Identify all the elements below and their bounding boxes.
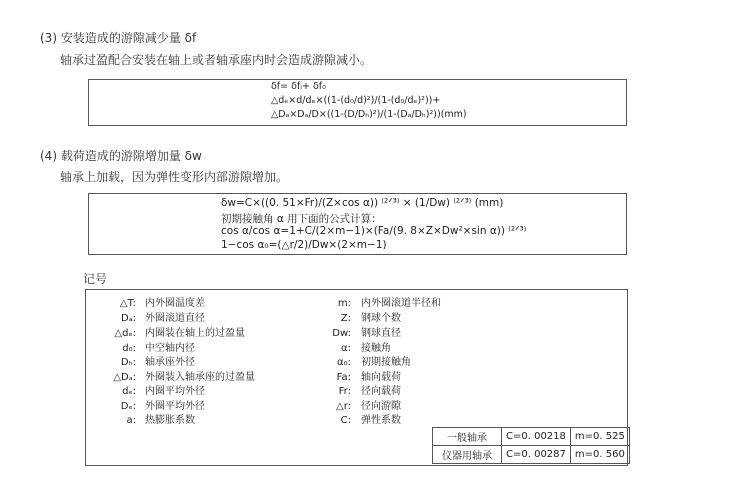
legend-symbol: m: xyxy=(337,298,351,309)
section3-formula-line: △Dₐ×Dₐ/D×((1-(D/Dₕ)²)/(1-(Dₐ/Dₕ)²))(mm) xyxy=(271,109,467,120)
legend-symbol: Z: xyxy=(340,313,351,324)
section4-title: (4) 载荷造成的游隙增加量 δw xyxy=(40,149,202,163)
table-row xyxy=(433,446,630,464)
legend-symbol: △Dₐ: xyxy=(113,372,136,383)
legend-desc: 热膨胀系数 xyxy=(145,415,195,426)
legend-title: 记号 xyxy=(83,272,108,286)
legend-symbol: α₀: xyxy=(337,357,351,368)
legend-desc: 弹性系数 xyxy=(361,415,401,426)
legend-symbol: a: xyxy=(126,415,136,426)
legend-desc: 外圈装入轴承座的过盈量 xyxy=(145,372,255,383)
legend-desc: 接触角 xyxy=(361,343,391,354)
legend-desc: 钢球直径 xyxy=(361,328,401,339)
table-cell-m: m=0. 525 xyxy=(570,428,629,446)
legend-symbol: △T: xyxy=(119,298,136,309)
section4-formula-line: δw=C×((0. 51×Fr)/(Z×cos α)) ⁽²ᐟ³⁾ × (1/Dw) ⁽²ᐟ³⁾ (mm) xyxy=(221,197,504,209)
section4-description: 轴承上加载，因为弹性变形内部游隙增加。 xyxy=(60,170,289,184)
table-cell-label: 一般轴承 xyxy=(433,428,502,446)
table-cell-c: C=0. 00218 xyxy=(502,428,571,446)
legend-symbol: Dₐ: xyxy=(121,313,136,324)
legend-symbol: Dₑ: xyxy=(120,401,136,412)
legend-desc: 轴向载荷 xyxy=(361,372,401,383)
legend-symbol: d₀: xyxy=(122,343,136,354)
legend-desc: 内外圈滚道半径和 xyxy=(361,298,441,309)
section3-formula-line: δf= δfᵢ+ δf₀ xyxy=(271,81,326,92)
legend-desc: 轴承座外径 xyxy=(145,357,195,368)
legend-desc: 初期接触角 xyxy=(361,357,411,368)
section4-formula-line: 初期接触角 α 用下面的公式计算： xyxy=(221,213,382,225)
section3-formula-box xyxy=(88,79,627,126)
table-cell-label: 仪器用轴承 xyxy=(433,446,502,464)
legend-symbol: dₑ: xyxy=(122,386,136,397)
legend-symbol: C: xyxy=(340,415,351,426)
section4-formula-line: cos α/cos α=1+C/(2×m−1)×(Fa/(9. 8×Z×Dw²×sin α)) ⁽²ᐟ³⁾ xyxy=(221,225,527,237)
legend-symbol: Fa: xyxy=(336,372,351,383)
section3-formula-line: △dₑ×d/dₑ×((1-(d₀/d)²)/(1-(d₀/dₑ)²))+ xyxy=(271,95,441,106)
legend-symbol: Dw: xyxy=(332,328,351,339)
legend-symbol: Dₕ: xyxy=(120,357,136,368)
legend-desc: 钢球个数 xyxy=(361,313,401,324)
section4-formula-line: 1−cos α₀=(△r/2)/Dw×(2×m−1) xyxy=(221,239,387,251)
legend-desc: 内圈平均外径 xyxy=(145,386,205,397)
coefficient-table xyxy=(432,427,630,464)
legend-symbol: △dₑ: xyxy=(114,328,136,339)
section4-formula-box xyxy=(88,193,627,255)
legend-desc: 内圈装在轴上的过盈量 xyxy=(145,328,245,339)
table-row xyxy=(433,428,630,446)
legend-desc: 外圈滚道直径 xyxy=(145,313,205,324)
legend-desc: 内外圈温度差 xyxy=(145,298,205,309)
legend-symbol: Fr: xyxy=(338,386,351,397)
section3-title: (3) 安装造成的游隙减少量 δf xyxy=(40,31,197,45)
section3-description: 轴承过盈配合安装在轴上或者轴承座内时会造成游隙减小。 xyxy=(60,53,373,67)
legend-desc: 外圈平均外径 xyxy=(145,401,205,412)
table-cell-c: C=0. 00287 xyxy=(502,446,571,464)
legend-symbol: △r: xyxy=(336,401,351,412)
legend-desc: 中空轴内径 xyxy=(145,343,195,354)
legend-desc: 径向载荷 xyxy=(361,386,401,397)
legend-desc: 径向游隙 xyxy=(361,401,401,412)
legend-symbol: α: xyxy=(341,343,351,354)
table-cell-m: m=0. 560 xyxy=(570,446,629,464)
